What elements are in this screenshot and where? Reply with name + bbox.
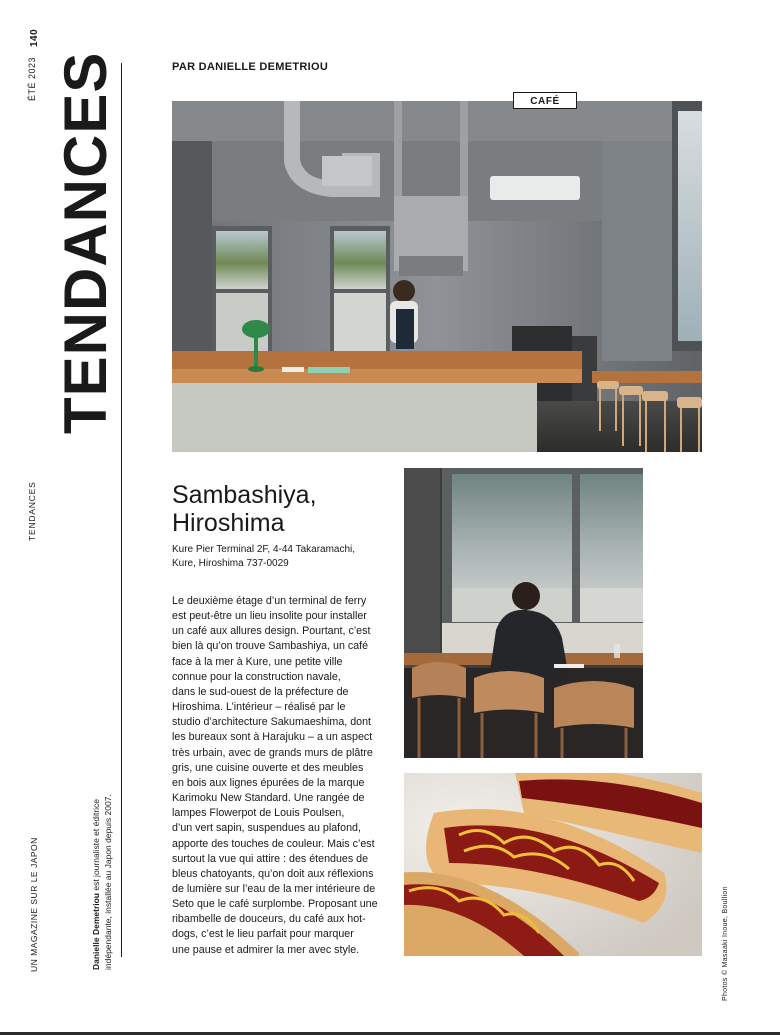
body-line: dogs, c’est le lieu parfait pour marquer [172, 928, 354, 941]
body-line: les bureaux sont à Harajuku – a un aspect [172, 731, 373, 744]
body-line: une pause et admirer la mer avec style. [172, 943, 360, 956]
body-line: dans le sud-ouest de la préfecture de [172, 685, 349, 698]
body-line: en bois aux lignes épurées de la marque [172, 776, 365, 789]
address-line: Kure, Hiroshima 737-0029 [172, 558, 289, 569]
author-bio-line1: est journaliste et éditrice [91, 798, 101, 893]
body-line: gris, une cuisine ouverte et des meubles [172, 761, 364, 774]
body-line: est peut-être un lieu insolite pour installer [172, 610, 367, 623]
body-line: face à la mer à Kure, une petite ville [172, 655, 343, 668]
magazine-name: UN MAGAZINE SUR LE JAPON [29, 837, 39, 972]
body-line: bleus chatoyants, qu’on doit aux réflexions [172, 867, 374, 880]
section-title: TENDANCES [52, 51, 119, 434]
page-number: 140 [29, 28, 40, 47]
article-title [172, 481, 392, 537]
body-line: d’un vert sapin, suspendues au plafond, [172, 822, 361, 835]
photo-hot-dogs [404, 773, 702, 956]
venue-address [172, 543, 392, 571]
body-line: apporte des touches de couleur. Mais c’est [172, 837, 375, 850]
hero-photo-cafe-interior [172, 101, 702, 452]
body-line: Karimoku New Standard. Une rangée de [172, 792, 365, 805]
body-line: surtout la vue qui attire : des étendues de [172, 852, 369, 865]
body-line: studio d’architecture Sakumaeshima, dont [172, 716, 372, 729]
body-line: un café aux allures design. Pourtant, c’est [172, 625, 371, 638]
photo-man-at-window [404, 468, 643, 758]
issue-season: ÉTÉ 2023 [27, 56, 37, 101]
body-line: Hiroshima. L’intérieur – réalisé par le [172, 701, 346, 714]
column-divider [121, 63, 122, 957]
author-bio-name: Danielle Demetriou [91, 893, 101, 970]
body-line: ribambelle de douceurs, du café aux hot- [172, 913, 366, 926]
author-bio [90, 760, 120, 970]
body-line: lampes Flowerpot de Louis Poulsen, [172, 807, 345, 820]
body-line: très urbain, avec de grands murs de plâtre [172, 746, 373, 759]
photo-credit: Photos © Masaaki Inoue, Boullion [722, 886, 729, 1001]
article-body [172, 594, 394, 958]
section-running-label: TENDANCES [27, 481, 37, 541]
category-tag: CAFÉ [513, 92, 577, 109]
article-title-line: Hiroshima [172, 509, 285, 537]
body-line: Le deuxième étage d’un terminal de ferry [172, 595, 367, 607]
body-line: connue pour la construction navale, [172, 670, 341, 683]
author-bio-line2: indépendante, installée au Japon depuis 2007. [103, 794, 113, 970]
address-line: Kure Pier Terminal 2F, 4-44 Takaramachi, [172, 544, 356, 555]
body-line: de lumière sur l’eau de la mer intérieure de [172, 882, 376, 895]
body-line: Seto que le café surplombe. Proposant une [172, 898, 378, 911]
article-title-line: Sambashiya, [172, 481, 317, 509]
body-line: bien là qu’on trouve Sambashiya, un café [172, 640, 369, 653]
byline: PAR DANIELLE DEMETRIOU [172, 61, 329, 73]
